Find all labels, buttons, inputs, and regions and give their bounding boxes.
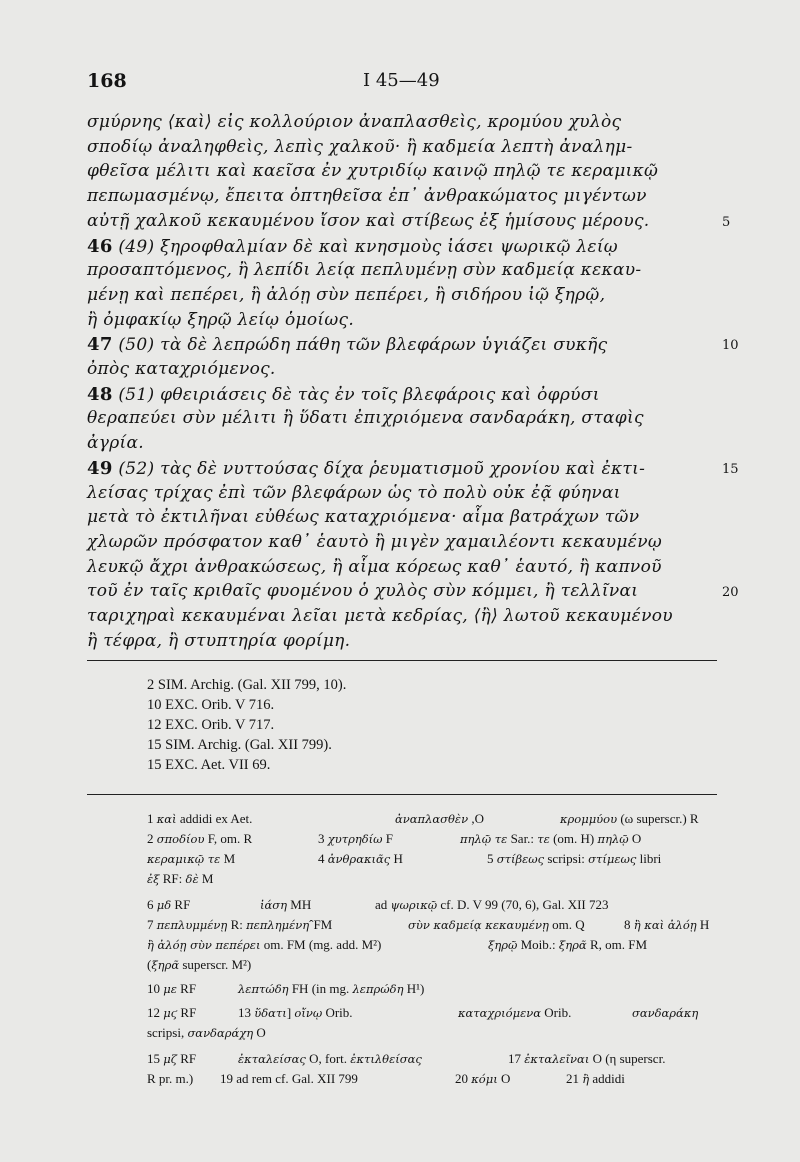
apparatus-entry: 6 μδ RF [147, 897, 191, 912]
apparatus-entry: ἰάση MH [260, 897, 312, 912]
apparatus-entry: σανδαράκη [632, 1006, 699, 1020]
apparatus-entry: 20 κόμι O [455, 1071, 511, 1086]
text-line: χλωρῶν πρόσφατον καθ᾿ ἑαυτὸ ἢ μιγὲν χαμαιλέοντι κεκαυμένῳ [87, 531, 662, 552]
apparatus-entry: 4 ἀνθρακιᾶς H [318, 851, 403, 866]
apparatus-entry: (ξηρᾶ superscr. M²) [147, 957, 252, 972]
apparatus-entry: λεπτώδη FH (in mg. λεπρώδη H¹) [238, 981, 425, 996]
line-number: 20 [722, 585, 739, 601]
divider-rule [87, 794, 717, 795]
source-reference: 15 SIM. Archig. (Gal. XII 799). [147, 737, 332, 753]
apparatus-entry: 10 με RF [147, 981, 197, 996]
apparatus-entry: scripsi, σανδαράχη O [147, 1025, 266, 1040]
apparatus-entry: κρομμύου (ω superscr.) R [560, 811, 699, 826]
apparatus-entry: 19 ad rem cf. Gal. XII 799 [220, 1071, 358, 1086]
text-line: αὐτῇ χαλκοῦ κεκαυμένου ἴσον καὶ στίβεως ἐξ ἡμίσους μέρους. [87, 210, 650, 231]
text-line: θεραπεύει σὺν μέλιτι ἢ ὕδατι ἐπιχριόμενα σανδαράκη, σταφὶς [87, 408, 644, 429]
apparatus-entry: 12 μϛ RF [147, 1005, 197, 1020]
text-line: πεπωμασμένῳ, ἔπειτα ὀπτηθεῖσα ἐπ᾿ ἀνθρακώματος μιγέντων [87, 186, 647, 207]
apparatus-entry: ἢ ἀλόῃ σὺν πεπέρει om. FM (mg. add. M²) [147, 937, 382, 952]
line-number: 5 [722, 214, 731, 230]
apparatus-entry: 2 σποδίου F, om. R [147, 831, 253, 846]
apparatus-entry: 7 πεπλυμμένῃ R: πεπλημένηˆFM [147, 917, 333, 932]
apparatus-entry: 17 ἐκταλεῖναι O (η superscr. [508, 1051, 666, 1066]
apparatus-entry: κεραμικῷ τε M [147, 851, 236, 866]
apparatus-entry: 3 χυτρηδίω F [318, 831, 394, 846]
apparatus-entry: 15 μζ RF [147, 1051, 197, 1066]
text-line: τοῦ ἐν ταῖς κριθαῖς φυομένου ὁ χυλὸς σὺν κόμμει, ἢ τελλῖναι [87, 581, 639, 602]
text-line: λείσας τρίχας ἐπὶ τῶν βλεφάρων ὡς τὸ πολὺ οὐκ ἐᾷ φύηναι [87, 482, 621, 503]
apparatus-entry: σὺν καδμείᾳ κεκαυμένῃ om. Q [408, 917, 585, 932]
page-header [87, 70, 727, 98]
apparatus-entry: καταχριόμενα Orib. [458, 1005, 572, 1020]
text-line: φθεῖσα μέλιτι καὶ καεῖσα ἐν χυτριδίῳ καινῷ πηλῷ τε κεραμικῷ [87, 161, 659, 182]
source-reference: 10 EXC. Orib. V 716. [147, 697, 275, 713]
text-line: 49 (52) τὰς δὲ νυττούσας δίχα ῥευματισμοῦ χρονίου καὶ ἐκτι- [87, 457, 646, 479]
apparatus-entry: ad ψωρικῷ cf. D. V 99 (70, 6), Gal. XII 723 [375, 897, 609, 912]
text-line: 48 (51) φθειριάσεις δὲ τὰς ἐν τοῖς βλεφάροις καὶ ὀφρύσι [87, 383, 600, 405]
source-reference: 2 SIM. Archig. (Gal. XII 799, 10). [147, 677, 347, 693]
apparatus-entry: R pr. m.) [147, 1071, 194, 1086]
text-line: 47 (50) τὰ δὲ λεπρώδη πάθη τῶν βλεφάρων ὑγιάζει συκῆς [87, 334, 608, 356]
text-line: μένῃ καὶ πεπέρει, ἢ ἀλόῃ σὺν πεπέρει, ἢ σιδήρου ἰῷ ξηρῷ, [87, 284, 606, 305]
apparatus-entry: 8 ἢ καὶ ἀλόῃ H [624, 917, 710, 932]
divider-rule [87, 660, 717, 661]
line-number: 10 [722, 338, 739, 354]
text-line: μετὰ τὸ ἐκτιλῆναι εὐθέως καταχριόμενα· αἷμα βατράχων τῶν [87, 507, 640, 528]
apparatus-entry: 21 ἢ addidi [566, 1071, 625, 1086]
apparatus-entry: πηλῷ τε Sar.: τε (om. H) πηλῷ O [460, 831, 642, 846]
text-line: 46 (49) ξηροφθαλμίαν δὲ καὶ κνησμοὺς ἰάσει ψωρικῷ λείῳ [87, 235, 618, 257]
apparatus-entry: ξηρῷ Moib.: ξηρᾶ R, om. FM [488, 937, 648, 952]
text-line: σποδίῳ ἀναληφθεὶς, λεπὶς χαλκοῦ· ἢ καδμεία λεπτὴ ἀναλημ- [87, 136, 633, 157]
apparatus-entry: 13 ὕδατι] οἴνῳ Orib. [238, 1005, 353, 1020]
apparatus-entry: 5 στίβεως scripsi: στίμεως libri [487, 851, 662, 866]
source-reference: 12 EXC. Orib. V 717. [147, 717, 275, 733]
apparatus-entry: ἐξ RF: δὲ M [147, 871, 214, 886]
apparatus-entry: 1 καὶ addidi ex Aet. [147, 811, 253, 826]
text-line: προσαπτόμενος, ἢ λεπίδι λείᾳ πεπλυμένῃ σὺν καδμείᾳ κεκαυ- [87, 260, 642, 281]
text-line: ταριχηραὶ κεκαυμέναι λεῖαι μετὰ κεδρίας, ⟨ἢ⟩ λωτοῦ κεκαυμένου [87, 606, 673, 626]
apparatus-entry: ἀναπλασθὲν ,O [395, 811, 484, 826]
text-line: ὀπὸς καταχριόμενος. [87, 359, 276, 379]
source-reference: 15 EXC. Aet. VII 69. [147, 757, 271, 773]
line-number: 15 [722, 461, 739, 477]
text-line: ἢ τέφρα, ἢ στυπτηρία φορίμη. [87, 630, 351, 651]
page-number: 168 [87, 70, 127, 92]
text-line: λευκῷ ἄχρι ἀνθρακώσεως, ἢ αἷμα κόρεως καθ᾿ ἑαυτό, ἢ καπνοῦ [87, 556, 662, 577]
text-line: σμύρνης ⟨καὶ⟩ εἰς κολλούριον ἀναπλασθεὶς, κρομύου χυλὸς [87, 112, 622, 132]
text-line: ἀγρία. [87, 433, 144, 454]
apparatus-entry: ἐκταλείσας O, fort. ἐκτιλθείσας [238, 1051, 422, 1066]
running-head: I 45—49 [363, 70, 440, 91]
text-line: ἢ ὀμφακίῳ ξηρῷ λείῳ ὁμοίως. [87, 309, 355, 330]
